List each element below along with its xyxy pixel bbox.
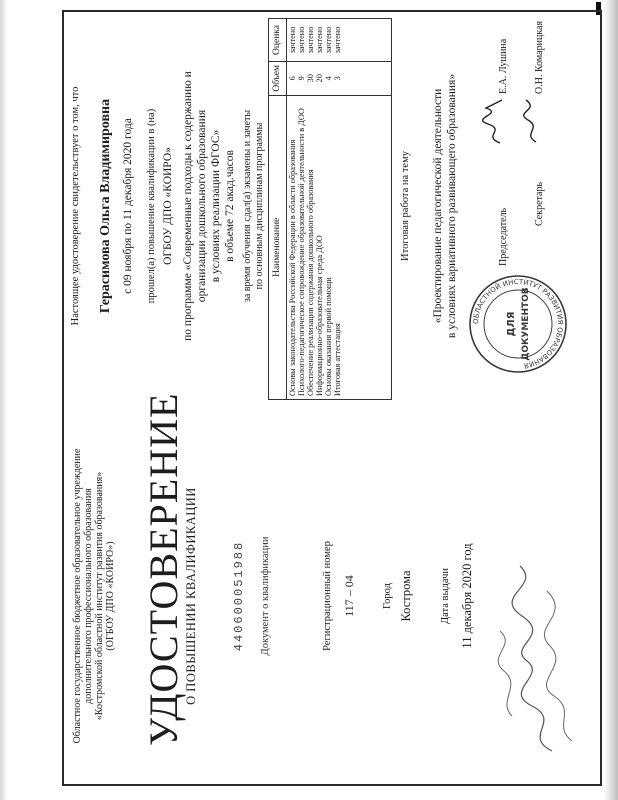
city-label: Город	[382, 583, 393, 609]
program-hours: в объеме 72 акад.часов	[224, 150, 236, 262]
secretary-label: Секретарь	[534, 181, 545, 226]
program-line-3: в условиях реализации ФГОС»	[210, 129, 222, 283]
discipline-grade: зачтено	[315, 26, 324, 54]
discipline-name: Итоговая аттестация	[333, 323, 342, 396]
document-title: УДОСТОВЕРЕНИЕ	[141, 392, 186, 746]
document-number-label: Документ о квалификации	[260, 536, 271, 656]
issuer-line-2: дополнительного профессионального образования	[83, 488, 94, 704]
chair-label: Председатель	[498, 207, 509, 266]
discipline-names-cell	[287, 95, 392, 399]
issue-date-label: Дата выдачи	[440, 567, 451, 625]
exams-line-1: за время обучения сдал(а) экзамены и зачеты	[242, 109, 253, 303]
discipline-hours: 3	[333, 76, 342, 81]
table-header-row	[269, 19, 287, 400]
discipline-name: Обеспечение реализации содержания дошкольного образования	[306, 169, 315, 396]
scan-edge-left	[0, 0, 8, 800]
column-header-grade: Оценка	[269, 19, 287, 62]
table-row	[287, 19, 392, 400]
discipline-grade: зачтено	[288, 26, 297, 54]
discipline-grade-cell	[287, 19, 392, 62]
handwritten-annotation	[492, 556, 582, 756]
issuer-line-1: Областное государственное бюджетное образовательное учреждение	[72, 448, 83, 744]
registration-number: 117 – 04	[342, 575, 356, 617]
recipient-name: Герасимова Ольга Владимировна	[98, 98, 113, 314]
discipline-grade: зачтено	[306, 26, 315, 54]
secretary-name: О.Н. Комарицкая	[534, 20, 545, 94]
discipline-grade: зачтено	[333, 26, 342, 54]
completion-text: прошел(а) повышение квалификации в (на)	[146, 108, 157, 304]
document-subtitle: О ПОВЫШЕНИИ КВАЛИФИКАЦИИ	[184, 487, 198, 705]
discipline-hours: 4	[324, 76, 333, 81]
discipline-hours: 9	[297, 76, 306, 81]
study-period: с 09 ноября по 11 декабря 2020 года	[122, 118, 134, 294]
issuer-line-3: «Костромской областной институт развития образования»	[94, 471, 105, 721]
seal-center-line-2: ДОКУМЕНТОВ	[521, 287, 531, 361]
registration-label: Регистрационный номер	[322, 541, 333, 651]
svg-text:ОБЛАСТНОЙ ИНСТИТУТ РАЗВИТИЯ ОБ	[472, 278, 564, 370]
discipline-name: Основы законодательства Российской Федерации в области образования	[288, 139, 297, 396]
discipline-grade: зачтено	[324, 26, 333, 54]
chair-signature	[480, 96, 508, 146]
scan-edge-right	[604, 0, 618, 800]
discipline-hours-cell	[287, 62, 392, 96]
official-seal	[466, 272, 570, 376]
seal-center-line-1: ДЛЯ	[506, 311, 517, 337]
certificate-sheet	[62, 10, 602, 786]
discipline-hours: 6	[288, 76, 297, 81]
program-line-2: организации дошкольного образования	[196, 109, 208, 303]
discipline-name: Основы оказания первой помощи	[324, 277, 333, 396]
disciplines-table	[268, 18, 392, 400]
discipline-grade: зачтено	[297, 26, 306, 54]
final-work-label: Итоговая работа на тему	[400, 151, 411, 261]
issuer-block	[72, 446, 116, 746]
document-number: 440600051988	[232, 540, 246, 652]
intro-text: Настоящее удостоверение свидетельствует о том, что	[70, 86, 81, 326]
exams-line-2: по основным дисциплинам программы	[254, 122, 265, 290]
issuer-line-4: (ОГБОУ ДПО «КОИРО»)	[105, 541, 116, 651]
city-value: Кострома	[399, 570, 413, 622]
organization-name: ОГБОУ ДПО «КОИРО»	[162, 147, 174, 265]
column-header-hours: Объем	[269, 62, 287, 96]
chair-name: Е.А. Лушина	[498, 38, 509, 94]
secretary-signature	[518, 96, 546, 146]
program-line-1: по программе «Современные подходы к содержанию и	[182, 71, 194, 341]
discipline-name: Информационно-образовательная среда ДОО	[315, 235, 324, 396]
column-header-name: Наименование	[269, 95, 287, 399]
discipline-hours: 30	[306, 74, 315, 83]
final-work-topic-line-2: в условиях вариативного развивающего образования»	[446, 73, 458, 339]
discipline-hours: 20	[315, 74, 324, 83]
issue-date-value: 11 декабря 2020 год	[460, 543, 474, 649]
final-work-topic-line-1: «Проектирование педагогической деятельности	[432, 88, 444, 324]
seal-ring-text: ОБЛАСТНОЙ ИНСТИТУТ РАЗВИТИЯ ОБРАЗОВАНИЯ	[471, 277, 565, 370]
discipline-name: Психолого-педагогическое сопровождение образовательной деятельности в ДОО	[297, 108, 306, 396]
